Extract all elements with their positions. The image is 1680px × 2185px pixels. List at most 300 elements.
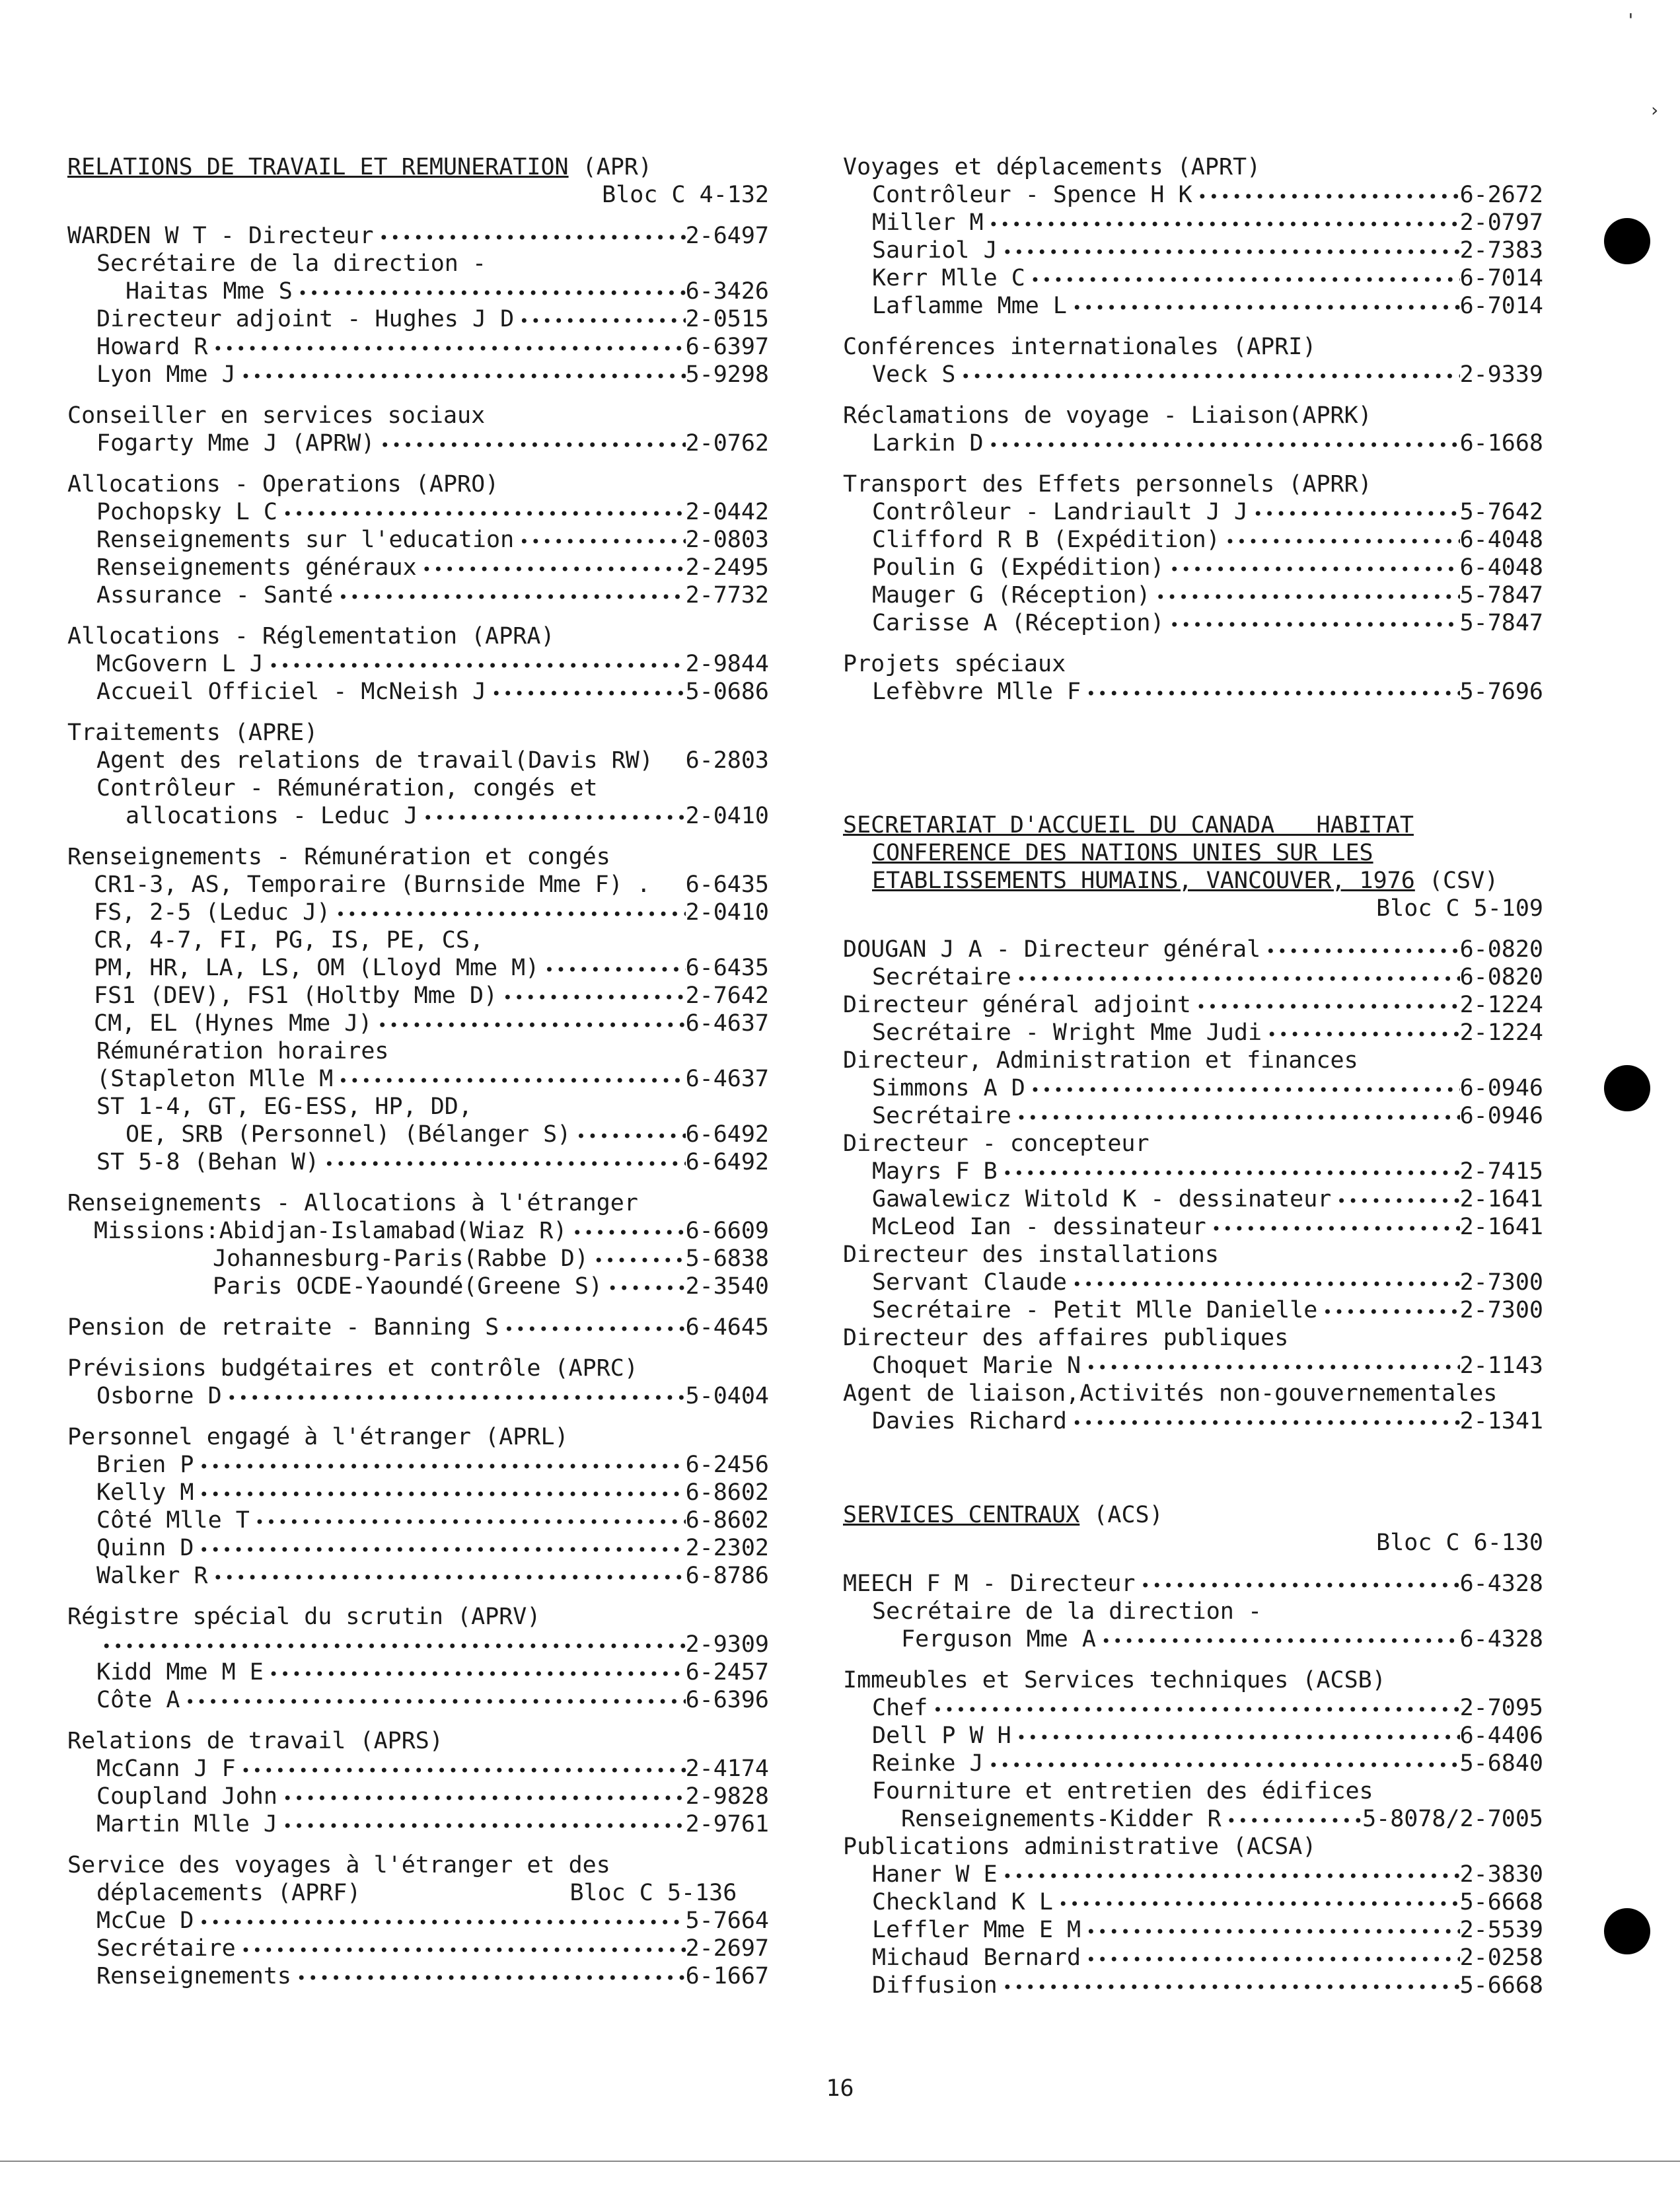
directory-entry [67, 802, 769, 830]
entry-phone: 5-0686 [685, 679, 769, 705]
dot-leader [1260, 936, 1459, 963]
directory-entry [67, 1562, 769, 1590]
entry-phone: 2-1143 [1459, 1352, 1543, 1379]
entry-name: CM, EL (Hynes Mme J) [94, 1010, 373, 1037]
page-number: 16 [826, 2075, 854, 2102]
entry-phone: 6-0946 [1459, 1075, 1543, 1101]
entry-name: Directeur des affaires publiques [843, 1325, 1289, 1351]
punch-hole-top [1604, 218, 1650, 264]
entry-phone: 5-7642 [1459, 499, 1543, 525]
entry-phone: 6-0820 [1459, 964, 1543, 990]
entry-name: Kerr Mlle C [872, 265, 1025, 291]
directory-entry [843, 1019, 1543, 1047]
entry-name: Allocations - Réglementation (APRA) [67, 623, 555, 649]
entry-name: Renseignements - Allocations à l'étranger [67, 1190, 638, 1216]
dot-leader [1206, 1213, 1460, 1241]
scan-mark: › [1649, 99, 1660, 121]
dot-leader [319, 1148, 685, 1176]
acs-title: SERVICES CENTRAUX [843, 1502, 1080, 1528]
dot-leader [984, 1750, 1460, 1777]
entry-phone: 6-6435 [685, 955, 769, 981]
entry-name: Fogarty Mme J (APRW) [96, 430, 375, 457]
entry-phone: 2-0762 [685, 430, 769, 457]
csv-title-line3: ETABLISSEMENTS HUMAINS, VANCOUVER, 1976 (CSV) [872, 868, 1499, 894]
entry-name: Walker R [96, 1563, 208, 1589]
dot-leader [1248, 498, 1460, 526]
dot-leader [372, 1010, 685, 1037]
entry-name: Simmons A D [872, 1075, 1025, 1101]
directory-subheading [67, 1727, 769, 1755]
entry-name: Johannesburg-Paris(Rabbe D) [213, 1245, 589, 1272]
directory-entry [67, 747, 769, 774]
entry-phone: 2-9828 [685, 1783, 769, 1810]
directory-entry [843, 1888, 1543, 1916]
dot-leader [955, 361, 1459, 389]
entry-name: McGovern L J [96, 651, 264, 677]
directory-subheading [843, 650, 1543, 678]
directory-subheading [67, 719, 769, 747]
dot-leader [1222, 1805, 1362, 1833]
dot-leader [1011, 1102, 1460, 1130]
entry-phone: 2-9309 [685, 1631, 769, 1658]
entry-name: Davies Richard [872, 1408, 1068, 1434]
directory-entry [67, 1451, 769, 1479]
directory-entry [843, 1074, 1543, 1102]
directory-section [67, 1354, 769, 1410]
directory-entry [843, 429, 1543, 457]
directory-entry [843, 1407, 1543, 1435]
entry-name: CR1-3, AS, Temporaire (Burnside Mme F) . [94, 871, 651, 898]
dot-leader [1165, 609, 1460, 637]
entry-name: Voyages et déplacements (APRT) [843, 154, 1261, 180]
entry-name: CR, 4-7, FI, PG, IS, PE, CS, [94, 927, 484, 953]
entry-phone: 5-6840 [1459, 1750, 1543, 1777]
dot-leader [1025, 1074, 1460, 1102]
entry-name: Agent des relations de travail(Davis RW) [96, 747, 653, 774]
dot-leader [1067, 292, 1460, 320]
entry-name: Kelly M [96, 1479, 194, 1506]
directory-entry [843, 609, 1543, 637]
directory-entry [843, 237, 1543, 264]
directory-entry [67, 871, 769, 899]
dot-leader [984, 429, 1460, 457]
entry-name: Fourniture et entretien des édifices [872, 1778, 1373, 1804]
directory-entry [843, 1750, 1543, 1777]
directory-entry [67, 1810, 769, 1838]
dot-leader [1011, 1722, 1460, 1750]
dot-leader [333, 581, 685, 609]
dot-leader [264, 1658, 686, 1686]
dot-leader [333, 1065, 685, 1093]
directory-subheading [67, 774, 769, 802]
entry-phone: 2-3540 [685, 1273, 769, 1300]
directory-subheading [843, 1324, 1543, 1352]
dot-leader [418, 802, 686, 830]
dot-leader [984, 209, 1460, 237]
directory-entry [843, 581, 1543, 609]
entry-name: déplacements (APRF) Bloc C 5-136 [96, 1880, 737, 1906]
dot-leader [250, 1506, 686, 1534]
entry-phone: 2-2495 [685, 554, 769, 581]
dot-leader [293, 278, 686, 305]
directory-entry [67, 982, 769, 1010]
dot-leader [417, 554, 686, 581]
entry-phone: 2-1641 [1459, 1214, 1543, 1240]
entry-phone: 2-6497 [685, 223, 769, 249]
entry-phone: 2-0410 [685, 803, 769, 829]
dot-leader [1096, 1625, 1460, 1653]
directory-section [67, 1189, 769, 1300]
entry-name: Lyon Mme J [96, 361, 236, 388]
entry-name: Directeur des installations [843, 1241, 1219, 1268]
dot-leader [277, 1810, 686, 1838]
directory-entry [67, 333, 769, 361]
directory-section [843, 402, 1543, 457]
entry-name: Lefèbvre Mlle F [872, 679, 1081, 705]
directory-entry [843, 264, 1543, 292]
entry-phone: 6-4048 [1459, 554, 1543, 581]
entry-name: Chef [872, 1695, 928, 1721]
directory-subheading [67, 1879, 769, 1907]
dot-leader [1081, 1352, 1459, 1380]
dot-leader [1165, 554, 1460, 581]
entry-phone: 6-4645 [685, 1314, 769, 1341]
dot-leader [603, 1273, 686, 1300]
entry-phone: 5-6668 [1459, 1972, 1543, 1999]
entry-phone: 6-4328 [1459, 1626, 1543, 1652]
entry-name: Rémunération horaires [96, 1038, 389, 1064]
entry-name: Coupland John [96, 1783, 277, 1810]
apr-bloc: Bloc C 4-132 [602, 182, 769, 208]
entry-name: Directeur - concepteur [843, 1130, 1150, 1157]
dot-leader [1262, 1019, 1460, 1047]
directory-entry [843, 1570, 1543, 1598]
entry-name: Conseiller en services sociaux [67, 402, 486, 429]
entry-name: Clifford R B (Expédition) [872, 527, 1220, 553]
acs-directory [843, 1570, 1543, 1999]
entry-phone: 6-8602 [685, 1479, 769, 1506]
csv-bloc: Bloc C 5-109 [1376, 895, 1543, 922]
entry-name: Leffler Mme E M [872, 1917, 1081, 1943]
entry-name: Contrôleur - Spence H K [872, 182, 1192, 208]
entry-name: Renseignements - Rémunération et congés [67, 844, 610, 870]
dot-leader [514, 305, 685, 333]
entry-name: Personnel engagé à l'étranger (APRL) [67, 1424, 569, 1450]
dot-leader [194, 1479, 686, 1506]
directory-subheading [67, 843, 769, 871]
entry-name: Secrétaire [872, 1103, 1011, 1129]
directory-entry [843, 1722, 1543, 1750]
directory-entry [843, 1625, 1543, 1653]
punch-hole-bottom [1604, 1908, 1650, 1954]
entry-phone: 2-9761 [685, 1811, 769, 1837]
directory-entry [67, 1962, 769, 1990]
dot-leader [589, 1245, 686, 1273]
entry-phone: 2-0258 [1459, 1944, 1543, 1971]
directory-entry [843, 498, 1543, 526]
directory-entry [843, 1694, 1543, 1722]
punch-hole-middle [1604, 1065, 1650, 1111]
entry-name: Carisse A (Réception) [872, 610, 1165, 636]
entry-name: Prévisions budgétaires et contrôle (APRC) [67, 1355, 638, 1382]
entry-phone: 6-1668 [1459, 430, 1543, 457]
entry-phone: 2-2697 [685, 1935, 769, 1962]
directory-entry [843, 292, 1543, 320]
entry-phone: 2-7300 [1459, 1297, 1543, 1323]
entry-phone: 5-7847 [1459, 582, 1543, 609]
directory-subheading [843, 1047, 1543, 1074]
entry-name: OE, SRB (Personnel) (Bélanger S) [126, 1121, 571, 1148]
entry-name: Howard R [96, 334, 208, 360]
directory-entry [67, 1121, 769, 1148]
directory-entry [67, 581, 769, 609]
entry-name: Service des voyages à l'étranger et des [67, 1852, 610, 1878]
directory-subheading [843, 1241, 1543, 1269]
dot-leader [374, 222, 686, 250]
entry-phone: 6-7014 [1459, 265, 1543, 291]
directory-subheading [67, 926, 769, 954]
entry-phone: 6-6435 [685, 871, 769, 898]
directory-entry [843, 209, 1543, 237]
entry-phone: 6-6397 [685, 334, 769, 360]
directory-entry [67, 1217, 769, 1245]
directory-section [843, 153, 1543, 320]
dot-leader [208, 1562, 686, 1590]
dot-leader [222, 1382, 686, 1410]
csv-heading [843, 811, 1543, 922]
page-bottom-edge [0, 2161, 1680, 2162]
left-column [67, 153, 769, 2003]
entry-phone: 2-7642 [685, 982, 769, 1009]
dot-leader [1220, 526, 1460, 554]
dot-leader [567, 1217, 685, 1245]
dot-leader [330, 899, 685, 926]
apr-directory [67, 222, 769, 1990]
directory-section [67, 1314, 769, 1341]
entry-phone: 2-1641 [1459, 1186, 1543, 1212]
directory-section [843, 1570, 1543, 1653]
entry-phone: 2-4174 [685, 1756, 769, 1782]
entry-name: Contrôleur - Rémunération, congés et [96, 775, 598, 801]
entry-name: Côté Mlle T [96, 1507, 250, 1534]
entry-name: Ferguson Mme A [901, 1626, 1097, 1652]
entry-name: DOUGAN J A - Directeur général [843, 936, 1261, 963]
directory-section [67, 1423, 769, 1590]
directory-subheading [67, 470, 769, 498]
entry-phone: 5-8078/2-7005 [1362, 1806, 1543, 1832]
entry-name: WARDEN W T - Directeur [67, 223, 374, 249]
entry-name: McCue D [96, 1907, 194, 1934]
entry-name: Directeur général adjoint [843, 992, 1191, 1018]
directory-entry [67, 429, 769, 457]
entry-name: FS1 (DEV), FS1 (Holtby Mme D) [94, 982, 498, 1009]
directory-entry [67, 526, 769, 554]
entry-phone: 6-2672 [1459, 182, 1543, 208]
dot-leader [194, 1907, 686, 1935]
entry-name: Martin Mlle J [96, 1811, 277, 1837]
dot-leader [291, 1962, 686, 1990]
entry-name: Relations de travail (APRS) [67, 1728, 443, 1754]
entry-phone: 2-9339 [1459, 361, 1543, 388]
entry-phone: 2-7732 [685, 582, 769, 609]
entry-phone: 6-6492 [685, 1149, 769, 1175]
directory-entry [843, 1102, 1543, 1130]
dot-leader [277, 498, 686, 526]
entry-name: Sauriol J [872, 237, 998, 264]
entry-phone: 2-2302 [685, 1535, 769, 1561]
directory-subheading [843, 1833, 1543, 1861]
directory-entry [67, 222, 769, 250]
directory-subheading [843, 402, 1543, 429]
entry-phone: 2-3830 [1459, 1861, 1543, 1888]
directory-entry [843, 1861, 1543, 1888]
directory-entry [843, 1158, 1543, 1185]
entry-phone: 6-2457 [685, 1659, 769, 1685]
entry-phone: 5-0404 [685, 1383, 769, 1409]
directory-section [843, 1666, 1543, 1999]
directory-entry [843, 1296, 1543, 1324]
dot-leader [236, 1935, 686, 1962]
entry-phone: 6-6609 [685, 1218, 769, 1244]
directory-section [67, 843, 769, 1176]
directory-section [843, 650, 1543, 706]
entry-phone: 6-4637 [685, 1066, 769, 1092]
directory-entry [67, 899, 769, 926]
entry-name: Laflamme Mme L [872, 293, 1068, 319]
entry-phone: 6-0946 [1459, 1103, 1543, 1129]
entry-phone: 6-4637 [685, 1010, 769, 1037]
entry-name: Assurance - Santé [96, 582, 334, 609]
dot-leader [1136, 1570, 1460, 1598]
entry-name: Renseignements [96, 1963, 292, 1989]
dot-leader [998, 1861, 1460, 1888]
directory-section [67, 1603, 769, 1714]
entry-phone: 2-0803 [685, 527, 769, 553]
entry-phone: 6-4048 [1459, 527, 1543, 553]
entry-name: Renseignements généraux [96, 554, 417, 581]
directory-subheading [67, 1423, 769, 1451]
directory-entry [843, 991, 1543, 1019]
directory-entry [67, 498, 769, 526]
directory-entry [843, 963, 1543, 991]
directory-section [67, 622, 769, 706]
entry-phone: 2-7383 [1459, 237, 1543, 264]
dot-leader [1192, 181, 1460, 209]
directory-entry [67, 1935, 769, 1962]
dot-leader [1191, 991, 1460, 1019]
dot-leader [208, 333, 686, 361]
directory-section [67, 719, 769, 830]
directory-subheading [67, 1093, 769, 1121]
directory-subheading [67, 622, 769, 650]
dot-leader [96, 1631, 686, 1658]
entry-name: Checkland K L [872, 1889, 1053, 1915]
entry-name: Accueil Officiel - McNeish J [96, 679, 487, 705]
directory-entry [67, 954, 769, 982]
dot-leader [1011, 963, 1460, 991]
entry-name: Dell P W H [872, 1722, 1011, 1749]
directory-entry [843, 1269, 1543, 1296]
directory-subheading [843, 1666, 1543, 1694]
apr-code: (APR) [582, 154, 653, 180]
entry-name: Reinke J [872, 1750, 984, 1777]
dot-leader [1053, 1888, 1460, 1916]
directory-entry [67, 1631, 769, 1658]
entry-name: Veck S [872, 361, 956, 388]
directory-entry [843, 526, 1543, 554]
entry-name: Mauger G (Réception) [872, 582, 1151, 609]
entry-name: McLeod Ian - dessinateur [872, 1214, 1206, 1240]
entry-name: Allocations - Operations (APRO) [67, 471, 499, 498]
entry-name: Traitements (APRE) [67, 720, 318, 746]
entry-phone: 2-9844 [685, 651, 769, 677]
entry-phone: 5-7696 [1459, 679, 1543, 705]
directory-entry [843, 1944, 1543, 1972]
entry-phone: 6-3426 [685, 278, 769, 305]
acs-heading [843, 1501, 1543, 1557]
dot-leader [236, 1755, 686, 1783]
entry-phone: 6-8786 [685, 1563, 769, 1589]
entry-name: Larkin D [872, 430, 984, 457]
entry-name: Choquet Marie N [872, 1352, 1081, 1379]
entry-phone: 6-2803 [685, 747, 769, 774]
dot-leader [194, 1451, 686, 1479]
entry-phone: 6-4328 [1459, 1571, 1543, 1597]
dot-leader [194, 1534, 686, 1562]
entry-phone: 6-1667 [685, 1963, 769, 1989]
entry-phone: 2-0442 [685, 499, 769, 525]
entry-name: PM, HR, LA, LS, OM (Lloyd Mme M) [94, 955, 540, 981]
entry-name: Servant Claude [872, 1269, 1068, 1296]
directory-entry [843, 1213, 1543, 1241]
right-column [843, 153, 1543, 2013]
csv-code: (CSV) [1414, 868, 1499, 894]
entry-phone: 2-7095 [1459, 1695, 1543, 1721]
directory-entry [67, 650, 769, 678]
entry-name: Immeubles et Services techniques (ACSB) [843, 1667, 1386, 1693]
directory-subheading [67, 1354, 769, 1382]
entry-name: Directeur adjoint - Hughes J D [96, 306, 515, 332]
entry-name: McCann J F [96, 1756, 236, 1782]
directory-entry [843, 1805, 1543, 1833]
directory-entry [67, 1148, 769, 1176]
directory-entry [67, 1658, 769, 1686]
directory-subheading [67, 1851, 769, 1879]
dot-leader [1317, 1296, 1459, 1324]
scan-mark: ' [1625, 9, 1636, 31]
entry-phone: 5-7664 [685, 1907, 769, 1934]
entry-phone: 2-0797 [1459, 209, 1543, 236]
directory-entry [67, 1010, 769, 1037]
directory-entry [843, 1185, 1543, 1213]
dot-leader [998, 237, 1460, 264]
entry-name: ST 5-8 (Behan W) [96, 1149, 320, 1175]
directory-entry [67, 305, 769, 333]
directory-entry [67, 1314, 769, 1341]
directory-entry [67, 1065, 769, 1093]
entry-name: Agent de liaison,Activités non-gouvernementales [843, 1380, 1498, 1407]
directory-entry [67, 1907, 769, 1935]
dot-leader [486, 678, 686, 706]
entry-phone: 6-0820 [1459, 936, 1543, 963]
entry-phone: 2-0515 [685, 306, 769, 332]
dot-leader [236, 361, 686, 389]
csv-title-line1: SECRETARIAT D'ACCUEIL DU CANADA HABITAT [843, 812, 1414, 838]
dot-leader [1081, 1944, 1459, 1972]
entry-name: allocations - Leduc J [126, 803, 418, 829]
entry-name: Missions:Abidjan-Islamabad(Wiaz R) [94, 1218, 567, 1244]
entry-name: Secrétaire [96, 1935, 236, 1962]
